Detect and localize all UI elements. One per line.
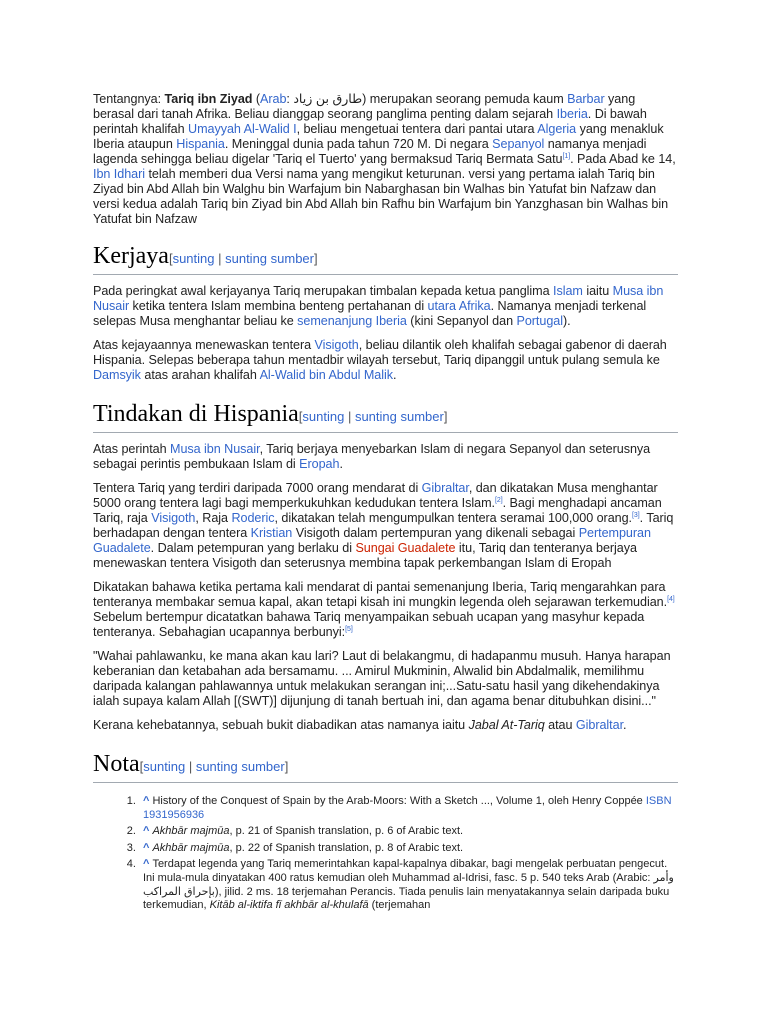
notes-list	[93, 795, 678, 913]
link-pertempuran-guadalete[interactable]: Pertempuran Guadalete	[93, 526, 651, 555]
reference-2[interactable]: [2]	[494, 496, 503, 504]
link-algeria[interactable]: Algeria	[537, 122, 577, 136]
intro-paragraph: Tentangnya: Tariq ibn Ziyad (Arab: طارق بن زياد) merupakan seorang pemuda kaum Barbar yang berasal dari tanah Afrika. Beliau dianggap seorang panglima penting dalam sejarah Iberia. Di bawah perintah khalifah Umayyah Al-Walid I, beliau mengetuai tentera dari pantai utara Algeria yang menakluk Iberia ataupun Hispania. Meninggal dunia pada tahun 720 M. Di negara Sepanyol namanya menjadi lagenda sehingga beliau digelar 'Tariq el Tuerto' yang bermaksud Tariq Bermata Satu[1]. Pada Abad ke 14, Ibn Idhari telah memberi dua Versi nama yang mengikut keturunan. versi yang pertama ialah Tariq bin Ziyad bin Abd Allah bin Walghu bin Warfajum bin Nabarghasan bin Walhas bin Yatufat bin Nafzaw dan versi kedua adalah Tariq bin Ziyad bin Abd Allah bin Rafhu bin Warfajum bin Yanzghasan bin Walhas bin Yatufat bin Nafzaw	[93, 92, 676, 226]
link-eropah[interactable]: Eropah	[299, 457, 340, 471]
back-reference-caret[interactable]: ^	[143, 841, 150, 854]
kerjaya-paragraph-1: Pada peringkat awal kerjayanya Tariq merupakan timbalan kepada ketua panglima Islam iaitu Musa ibn Nusair ketika tentera Islam membina benteng pertahanan di utara Afrika. Namanya menjadi terkenal selepas Musa menghantar beliau ke semenanjung Iberia (kini Sepanyol dan Portugal).	[93, 284, 664, 328]
subject-name: Tariq ibn Ziyad	[164, 92, 253, 106]
edit-link[interactable]: sunting	[172, 251, 215, 266]
link-islam[interactable]: Islam	[553, 284, 583, 298]
link-musa-ibn-nusair[interactable]: Musa ibn Nusair	[170, 442, 260, 456]
link-visigoth[interactable]: Visigoth	[314, 338, 359, 352]
kerjaya-paragraph-2: Atas kejayaannya menewaskan tentera Visigoth, beliau dilantik oleh khalifah sebagai gabenor di daerah Hispania. Selepas beberapa tahun mentadbir wilayah tersebut, Tariq dipanggil untuk pulang semula ke Damsyik atas arahan khalifah Al-Walid bin Abdul Malik.	[93, 338, 667, 382]
link-sungai-guadalete[interactable]: Sungai Guadalete	[355, 541, 456, 555]
tindakan-paragraph-4: Kerana kehebatannya, sebuah bukit diabadikan atas namanya iaitu Jabal At-Tariq atau Gibraltar.	[93, 718, 627, 732]
arabic-text: وأمر بإحراق المراكب	[143, 871, 674, 898]
link-ibn-idhari[interactable]: Ibn Idhari	[93, 167, 146, 181]
link-barbar[interactable]: Barbar	[567, 92, 605, 106]
edit-links: [sunting | sunting sumber]	[168, 251, 318, 266]
link-musa-ibn-nusair[interactable]: Musa ibn Nusair	[93, 284, 664, 313]
link-semenanjung-iberia[interactable]: semenanjung Iberia	[297, 314, 407, 328]
link-kristian[interactable]: Kristian	[250, 526, 293, 540]
tindakan-paragraph-1: Atas perintah Musa ibn Nusair, Tariq berjaya menyebarkan Islam di negara Sepanyol dan seterusnya sebagai perintis pembukaan Islam di Eropah.	[93, 442, 651, 471]
reference-5[interactable]: [5]	[345, 625, 353, 633]
link-al-walid[interactable]: Al-Walid I	[243, 122, 297, 136]
reference-1[interactable]: [1]	[562, 152, 571, 160]
link-isbn[interactable]: ISBN 1931956936	[143, 795, 672, 821]
tindakan-paragraph-2: Tentera Tariq yang terdiri daripada 7000 orang mendarat di Gibraltar, dan dikatakan Musa menghantar 5000 orang tentera lagi bagi memperkukuhkan kedudukan tentera Islam.[2]. Bagi menghadapi ancaman Tariq, raja Visigoth, Raja Roderic, dikatakan telah mengumpulkan tentera seramai 100,000 orang.[3]. Tariq berhadapan dengan tentera Kristian Visigoth dalam pertempuran yang dikenali sebagai Pertempuran Guadalete. Dalam petempuran yang berlaku di Sungai Guadalete itu, Tariq dan tenteranya berjaya menewaskan tentera Visigoth dan seterusnya membina tapak perkembangan Islam di Eropah	[93, 481, 674, 570]
section-heading-kerjaya: Kerjaya[sunting | sunting sumber]	[93, 242, 678, 275]
link-utara-afrika[interactable]: utara Afrika	[427, 299, 491, 313]
jabal-at-tariq: Jabal At-Tariq	[468, 718, 545, 732]
back-reference-caret[interactable]: ^	[143, 825, 150, 838]
speech-quote: "Wahai pahlawanku, ke mana akan kau lari? Laut di belakangmu, di hadapanmu musuh. Hanya harapan keberanian dan ketabahan ada bersamamu. ... Amirul Mukminin, Alwalid bin Abdalmalik, memilihmu daripada kalangan pahlawannya untuk melakukan serangan ini;...Satu-satu hasil yang dikehendakinya ialah supaya kalam Allah [(SWT)] dijunjung di tanah bertuah ini, dan agama benar ditubuhkan disini..."	[93, 649, 671, 708]
link-hispania[interactable]: Hispania	[176, 137, 225, 151]
section-heading-tindakan: Tindakan di Hispania[sunting | sunting sumber]	[93, 400, 678, 433]
link-umayyah[interactable]: Umayyah	[188, 122, 241, 136]
link-sepanyol[interactable]: Sepanyol	[492, 137, 545, 151]
note-item: 1. ^ History of the Conquest of Spain by the Arab-Moors: With a Sketch ..., Volume 1, oleh Henry Coppée ISBN 1931956936	[139, 795, 678, 822]
link-iberia[interactable]: Iberia	[556, 107, 588, 121]
edit-links: [sunting | sunting sumber]	[139, 759, 289, 774]
section-heading-nota: Nota[sunting | sunting sumber]	[93, 750, 678, 783]
link-visigoth[interactable]: Visigoth	[151, 511, 196, 525]
note-item: 4. ^ Terdapat legenda yang Tariq memerintahkan kapal-kapalnya dibakar, bagi mengelak perbuatan pengecut. Ini mula-mula dinyatakan 400 ratus kemudian oleh Muhammad al-Idrisi, fasc. 5 p. 540 teks Arab (Arabic: وأمر بإحراق المراكب), jilid. 2 ms. 18 terjemahan Perancis. Tiada penulis lain menyatakannya selain daripada buku terkemudian, Kitāb al-iktifa fī akhbār al-khulafā (terjemahan	[139, 858, 678, 912]
link-damsyik[interactable]: Damsyik	[93, 368, 141, 382]
edit-links: [sunting | sunting sumber]	[298, 409, 448, 424]
tindakan-paragraph-3: Dikatakan bahawa ketika pertama kali mendarat di pantai semenanjung Iberia, Tariq mengarahkan para tenteranya membakar semua kapal, akan tetapi kisah ini mungkin legenda oleh sejarawan terkemudian.[4] Sebelum bertempur dicatatkan bahawa Tariq menyampaikan sebuah ucapan yang masyhur kepada tenteranya. Sebahagian ucapannya berbunyi:[5]	[93, 580, 675, 639]
back-reference-caret[interactable]: ^	[143, 858, 150, 871]
article-content	[93, 92, 678, 916]
edit-source-link[interactable]: sunting sumber	[225, 251, 314, 266]
link-al-walid-bin-abdul-malik[interactable]: Al-Walid bin Abdul Malik	[259, 368, 393, 382]
link-arab[interactable]: Arab	[260, 92, 287, 106]
link-gibraltar[interactable]: Gibraltar	[575, 718, 624, 732]
edit-link[interactable]: sunting	[302, 409, 345, 424]
note-item: 3. ^ Akhbār majmūa, p. 22 of Spanish translation, p. 8 of Arabic text.	[139, 842, 678, 856]
link-portugal[interactable]: Portugal	[516, 314, 563, 328]
link-gibraltar[interactable]: Gibraltar	[421, 481, 469, 495]
reference-3[interactable]: [3]	[632, 511, 640, 519]
arabic-name: طارق بن زياد	[293, 92, 363, 106]
link-roderic[interactable]: Roderic	[231, 511, 275, 525]
note-item: 2. ^ Akhbār majmūa, p. 21 of Spanish translation, p. 6 of Arabic text.	[139, 825, 678, 839]
edit-source-link[interactable]: sunting sumber	[195, 759, 285, 774]
edit-source-link[interactable]: sunting sumber	[354, 409, 444, 424]
back-reference-caret[interactable]: ^	[143, 795, 150, 807]
reference-4[interactable]: [4]	[667, 595, 675, 603]
edit-link[interactable]: sunting	[143, 759, 186, 774]
